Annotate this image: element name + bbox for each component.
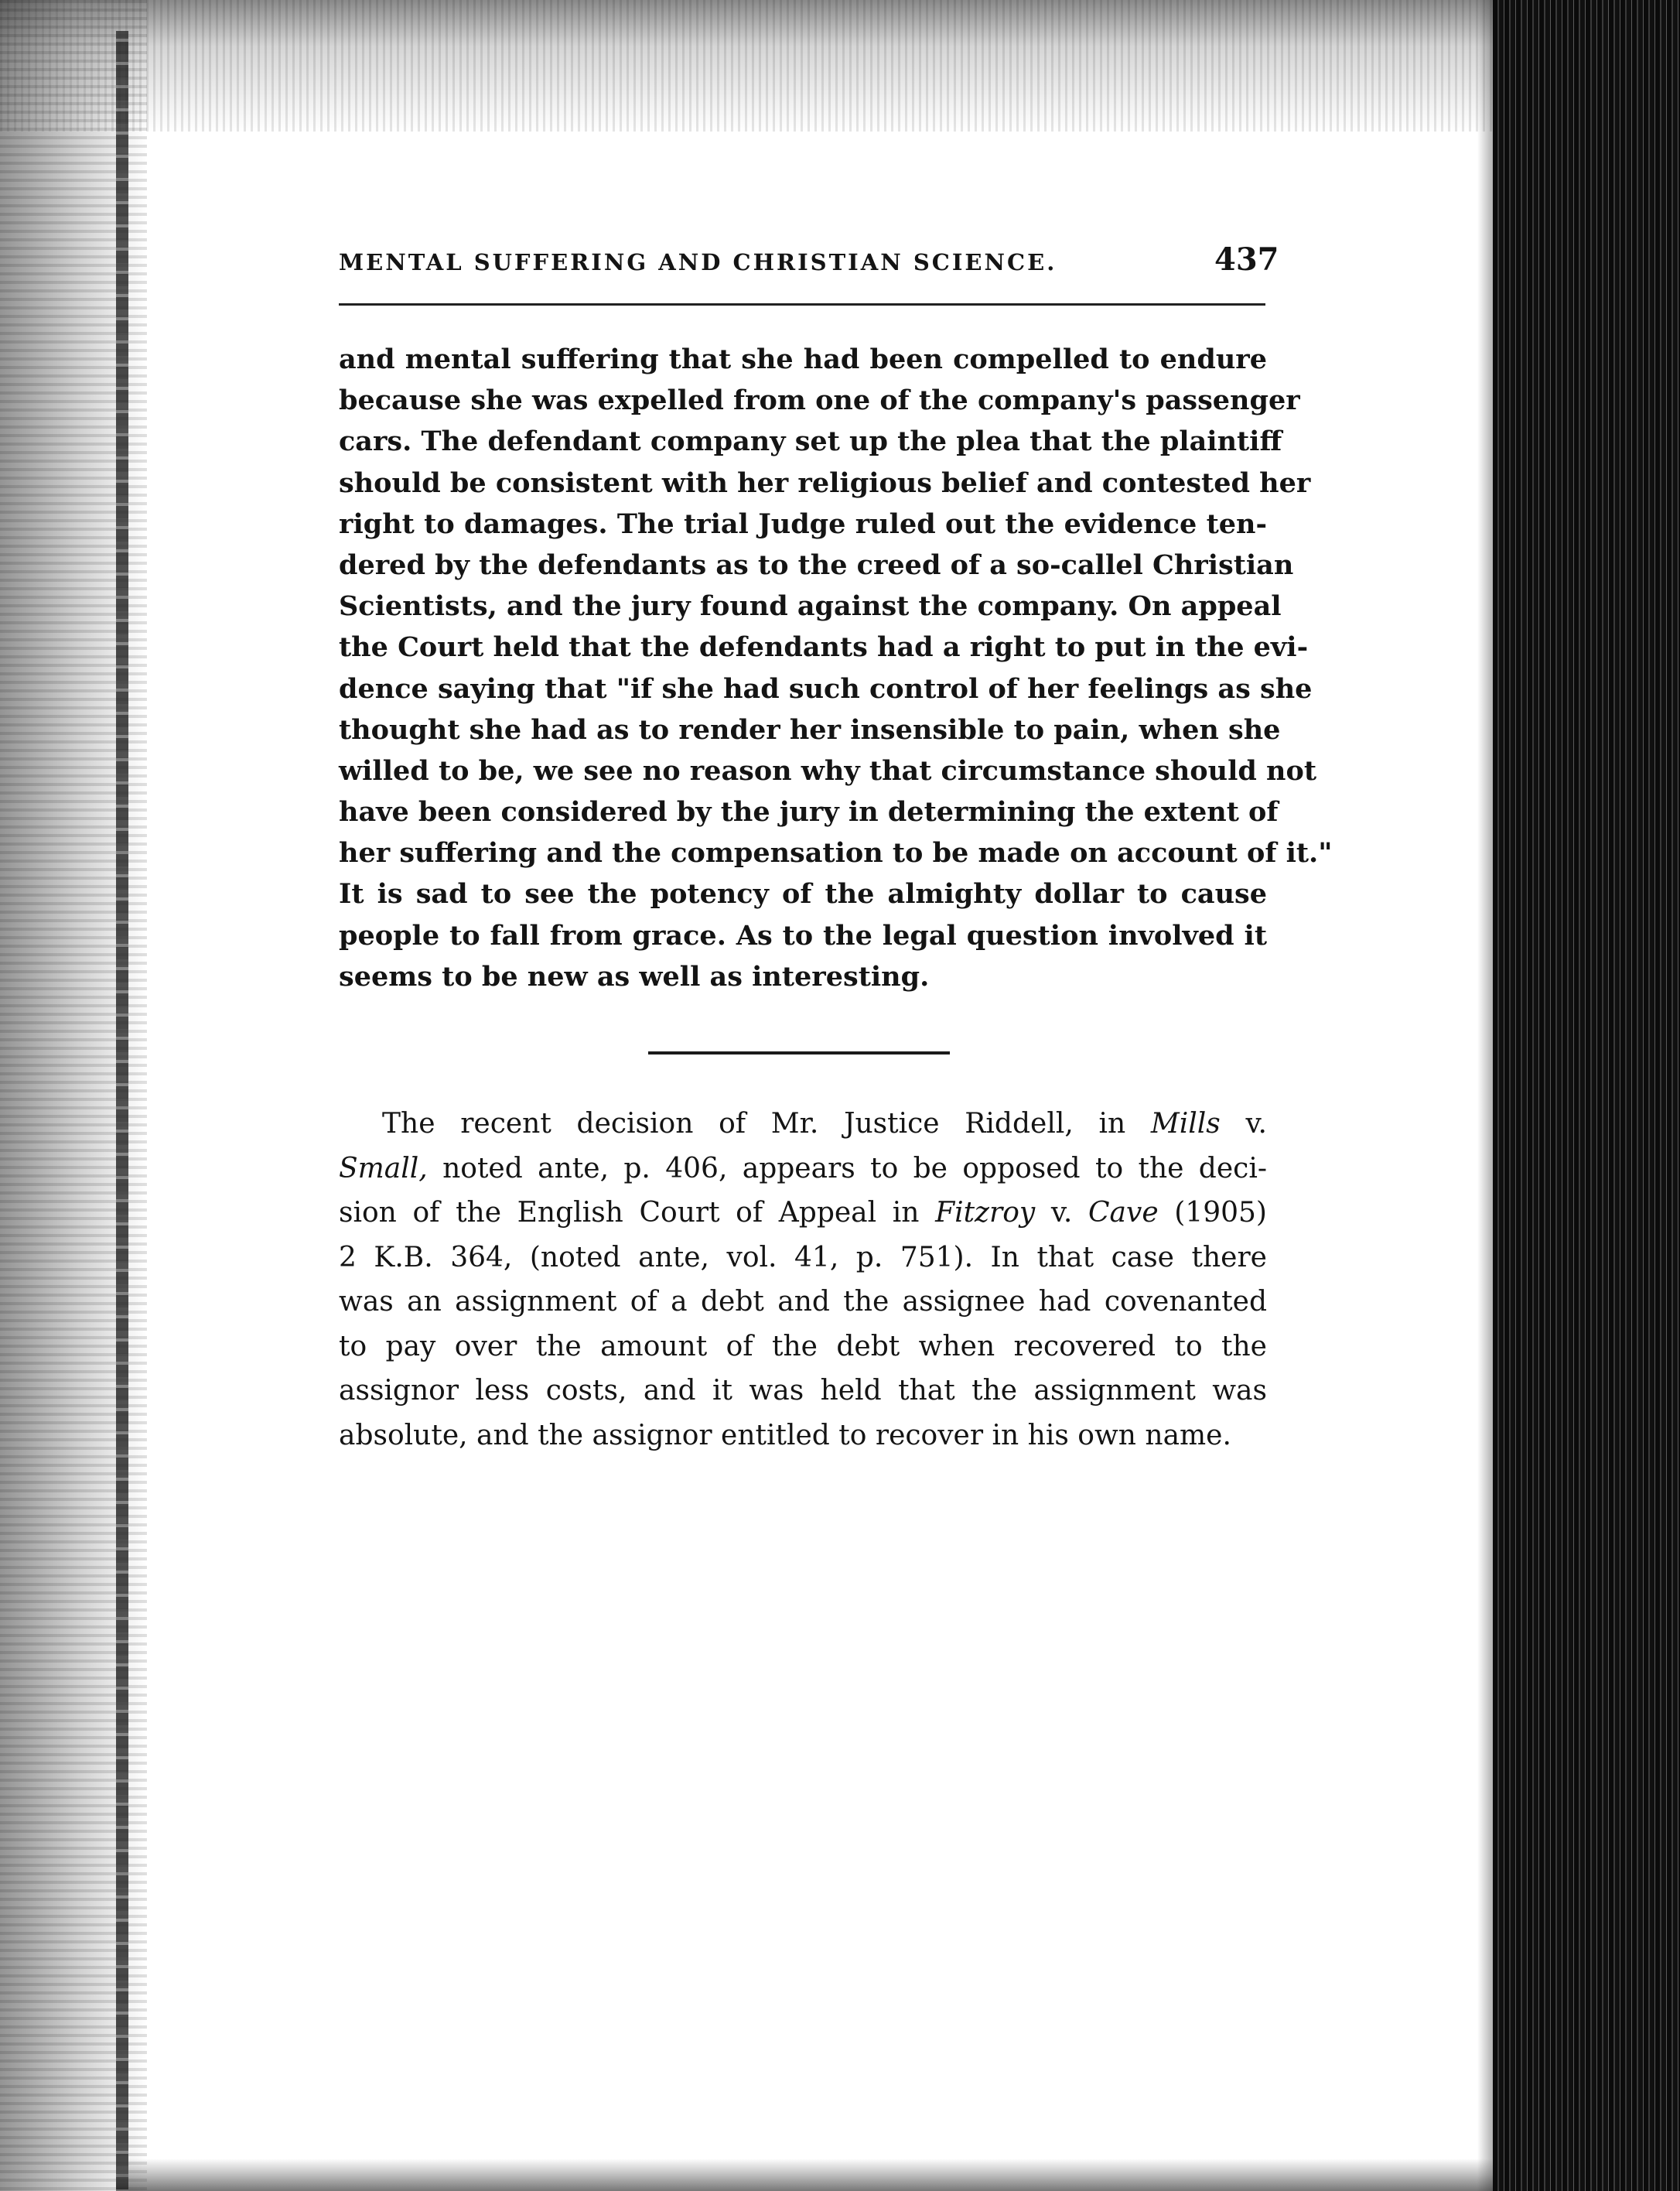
text-line: absolute, and the assignor entitled to recover in his own name. xyxy=(339,1419,1231,1451)
text-run: The recent decision of Mr. Justice Riddell, in xyxy=(382,1108,1151,1140)
case-name: Cave xyxy=(1088,1197,1159,1229)
paragraph-assignment-decision xyxy=(339,1102,1267,1458)
text-line xyxy=(339,1102,1267,1147)
text-line: seems to be new as well as interesting. xyxy=(339,960,930,993)
text-line xyxy=(339,1191,1267,1236)
text-line: because she was expelled from one of the company's passenger xyxy=(339,385,1300,417)
text-line: 2 K.B. 364, (noted ante, vol. 41, p. 751). In that case there xyxy=(339,1241,1267,1273)
text-line: assignor less costs, and it was held that the assignment was xyxy=(339,1375,1267,1407)
paragraph-christian-science xyxy=(339,339,1333,997)
text-run: noted ante, p. 406, appears to be opposed to the deci- xyxy=(427,1152,1267,1184)
page-number: 437 xyxy=(1214,241,1279,278)
case-name: Fitzroy xyxy=(935,1197,1036,1229)
scan-top-edge xyxy=(0,0,1680,132)
text-line: have been considered by the jury in determining the extent of xyxy=(339,796,1279,829)
running-title: MENTAL SUFFERING AND CHRISTIAN SCIENCE. xyxy=(339,249,1057,275)
section-divider xyxy=(648,1051,950,1054)
case-name: Small, xyxy=(339,1152,428,1184)
text-line: It is sad to see the potency of the almighty dollar to cause xyxy=(339,878,1267,911)
text-run: sion of the English Court of Appeal in xyxy=(339,1197,936,1229)
text-line: Scientists, and the jury found against the company. On appeal xyxy=(339,590,1282,623)
text-line: right to damages. The trial Judge ruled out the evidence ten- xyxy=(339,508,1267,540)
text-line: thought she had as to render her insensible to pain, when she xyxy=(339,713,1281,746)
text-line: dence saying that "if she had such control of her feelings as she xyxy=(339,672,1313,705)
text-line: dered by the defendants as to the creed of a so-callel Christian xyxy=(339,549,1294,581)
text-run: v. xyxy=(1035,1197,1088,1229)
text-run: (1905) xyxy=(1158,1197,1267,1229)
text-line: should be consistent with her religious belief and contested her xyxy=(339,467,1311,499)
text-line: and mental suffering that she had been compelled to endure xyxy=(339,344,1267,375)
text-line: willed to be, we see no reason why that circumstance should not xyxy=(339,754,1316,787)
case-name: Mills xyxy=(1150,1108,1221,1140)
text-line: to pay over the amount of the debt when recovered to the xyxy=(339,1330,1267,1362)
text-line: cars. The defendant company set up the plea that the plaintiff xyxy=(339,426,1282,458)
scan-bottom-edge xyxy=(116,2159,1493,2191)
text-line: the Court held that the defendants had a right to put in the evi- xyxy=(339,631,1309,664)
scan-right-edge xyxy=(1493,0,1680,2191)
text-run: v. xyxy=(1220,1108,1267,1140)
text-line: her suffering and the compensation to be made on account of it." xyxy=(339,837,1333,870)
text-line: people to fall from grace. As to the legal question involved it xyxy=(339,919,1267,952)
text-line: was an assignment of a debt and the assignee had covenanted xyxy=(339,1286,1267,1318)
text-line xyxy=(339,1147,1267,1191)
header-rule xyxy=(339,303,1265,306)
scan-binding-strip xyxy=(116,31,128,2189)
